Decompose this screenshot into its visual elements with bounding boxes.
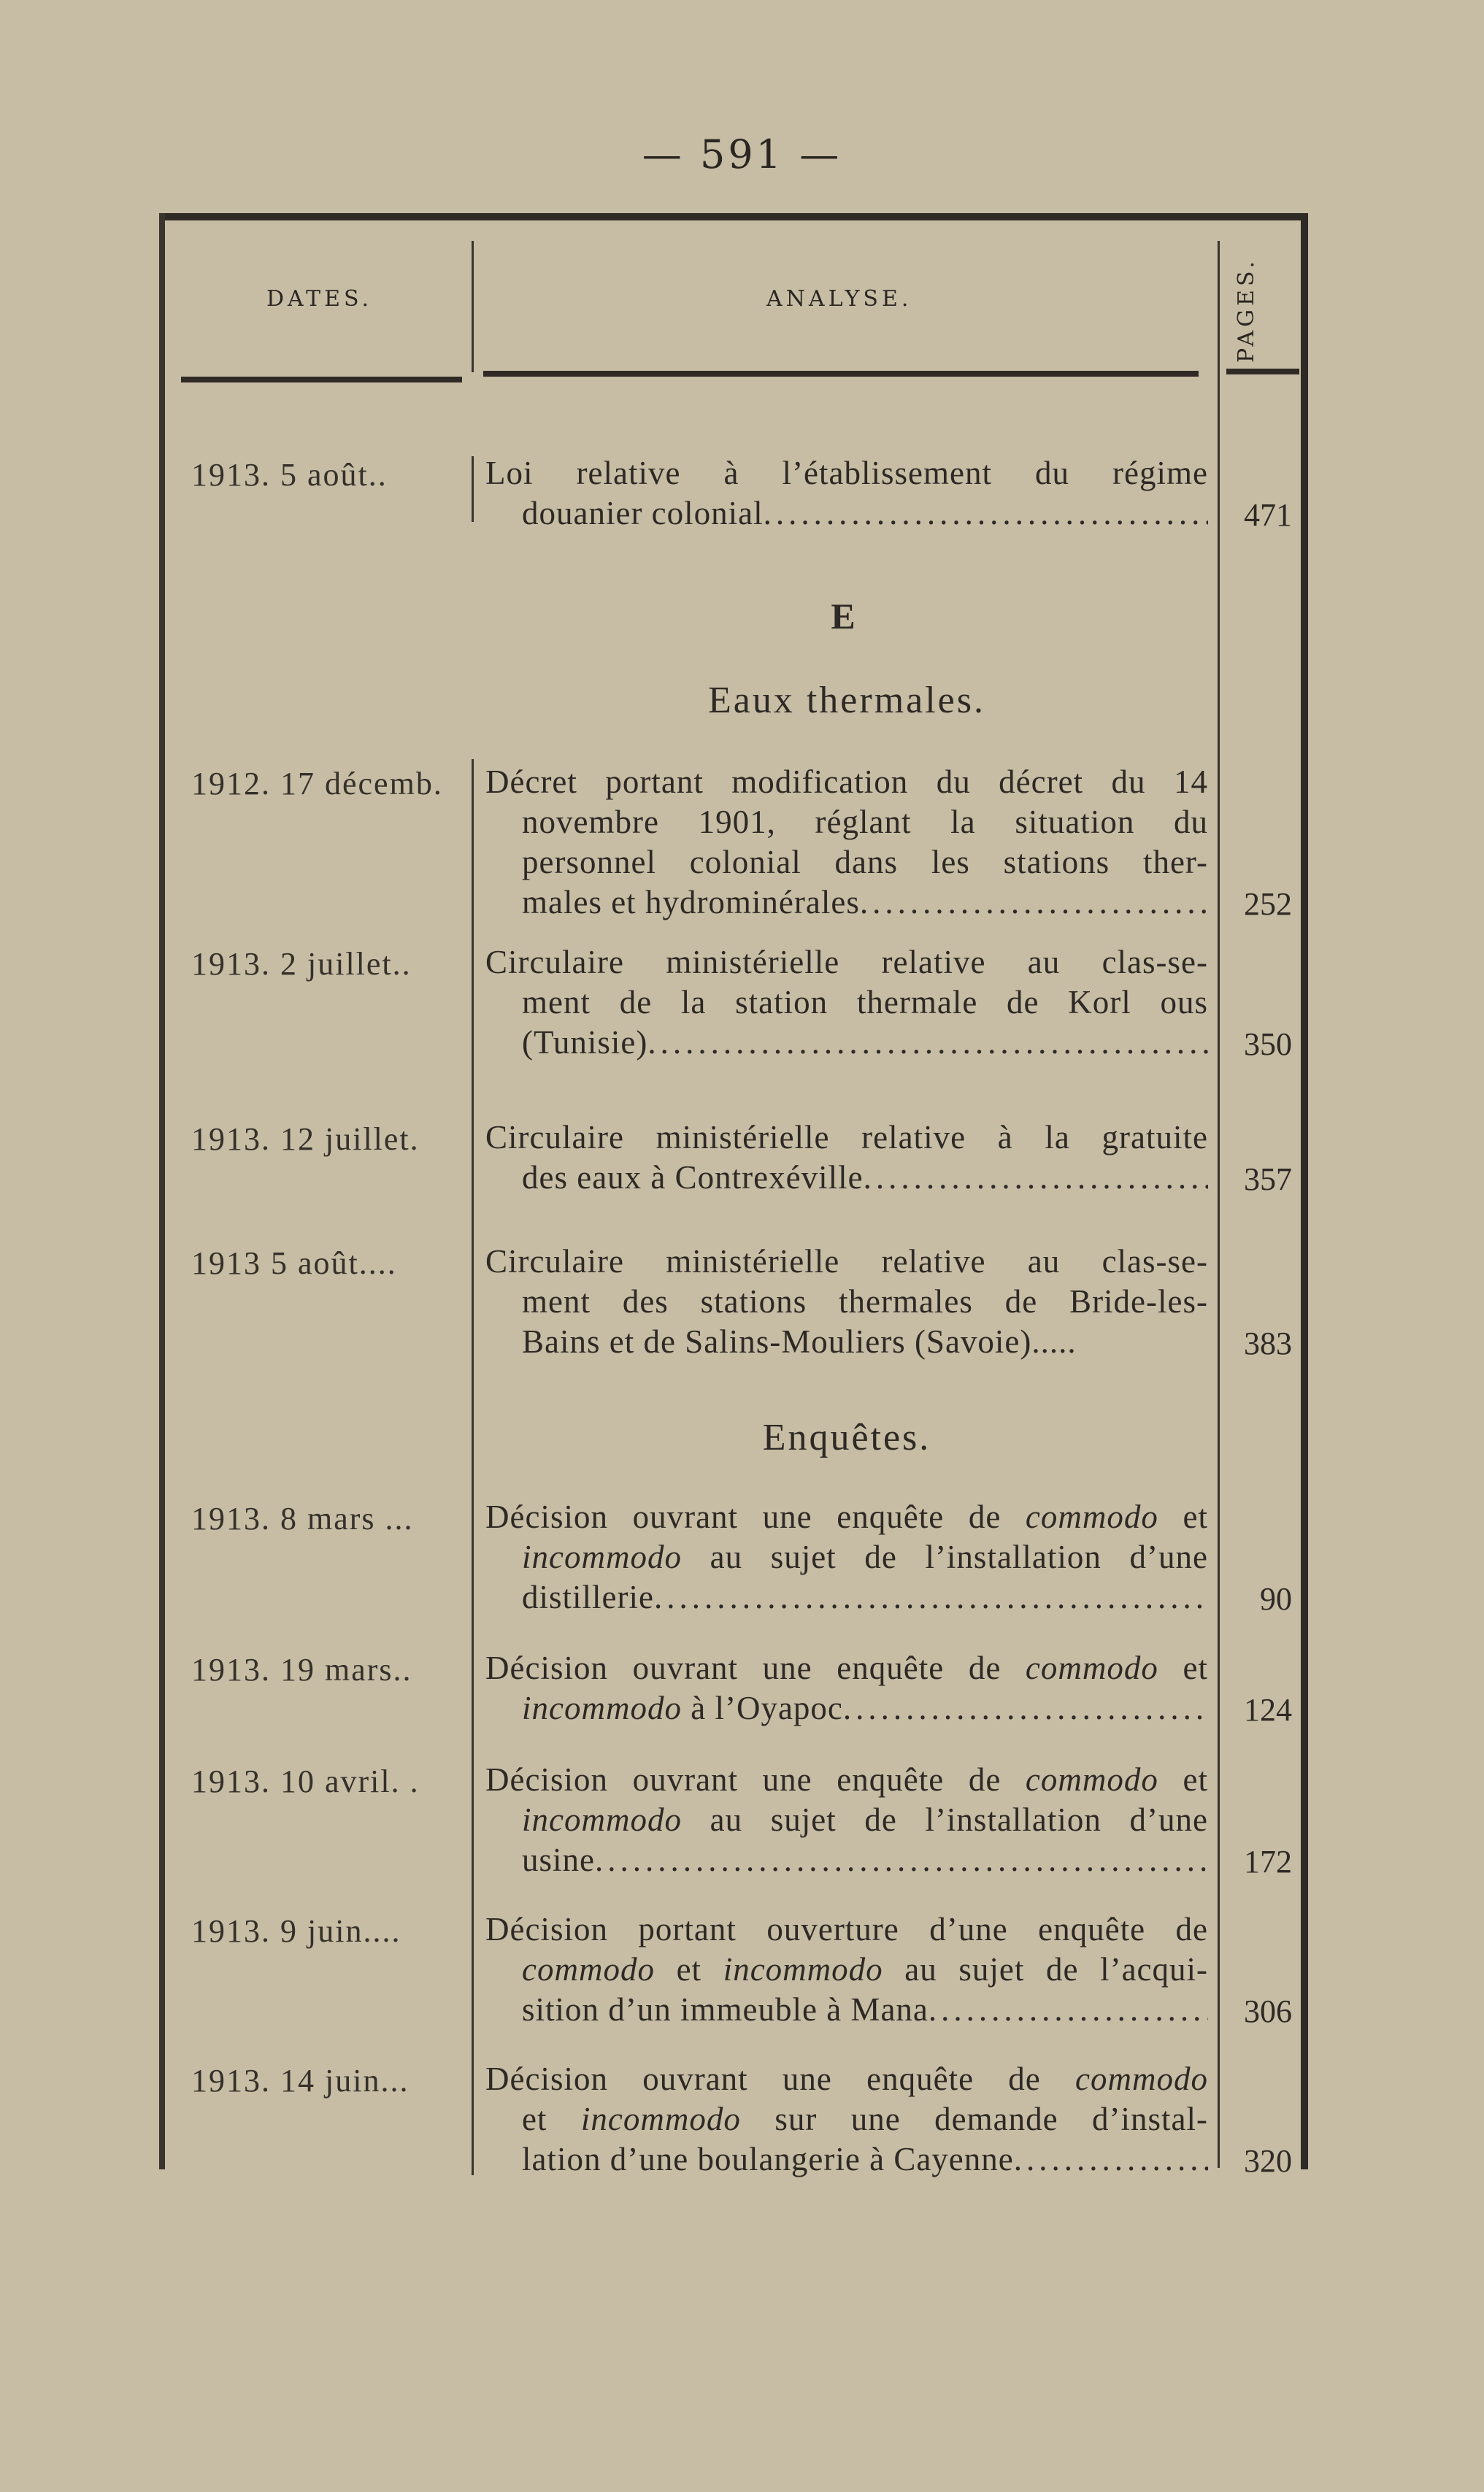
section-letter: E [831, 596, 856, 637]
entry-page: 124 [1244, 1692, 1292, 1728]
entry-line: incommodo au sujet de l’installation d’une [522, 1801, 1208, 1838]
entry-date: 1912. 17 décemb. [191, 766, 443, 801]
section-heading-eaux: Eaux thermales. [708, 680, 985, 721]
entry-page: 350 [1244, 1026, 1292, 1062]
entry-last-line: usine ..... [485, 1840, 1208, 1880]
entry-last-line: (Tunisie) ..... [485, 1023, 1208, 1063]
section-heading-enquetes: Enquêtes. [762, 1417, 931, 1458]
entry-line: Circulaire ministérielle relative au clas-se- [485, 1243, 1208, 1280]
entry-date: 1913. 5 août.. [191, 457, 388, 493]
entry-analysis [485, 942, 1208, 1063]
entry-line: Circulaire ministérielle relative au clas-se- [485, 944, 1208, 980]
entry-analysis [485, 1497, 1208, 1618]
entry-page: 252 [1244, 886, 1292, 922]
entry-date: 1913. 9 juin.... [191, 1913, 401, 1949]
entry-line: Circulaire ministérielle relative à la gratuite [485, 1119, 1208, 1155]
entry-last-line: lation d’une boulangerie à Cayenne ..... [485, 2139, 1208, 2180]
entry-last-line: douanier colonial ..... [485, 493, 1208, 534]
entry-last-line: males et hydrominérales ..... [485, 882, 1208, 923]
entry-analysis [485, 453, 1208, 534]
header-dates: DATES. [266, 286, 373, 312]
entry-last-line: incommodo à l’Oyapoc ..... [485, 1688, 1208, 1728]
right-rule [1301, 213, 1308, 2169]
entry-line: Décision ouvrant une enquête de commodo et [485, 1650, 1208, 1686]
entry-page: 306 [1244, 1993, 1292, 2029]
dot-leader [843, 1690, 1208, 1726]
page-number: — 591 — [642, 131, 842, 177]
entry-page: 357 [1244, 1161, 1292, 1197]
entry-line: ment des stations thermales de Bride-les- [522, 1283, 1208, 1320]
entry-analysis [485, 1648, 1208, 1728]
entry-analysis [485, 2059, 1208, 2180]
entry-line: novembre 1901, réglant la situation du [522, 804, 1208, 840]
entry-date: 1913 5 août.... [191, 1245, 397, 1281]
entry-analysis [485, 1118, 1208, 1198]
entry-page: 172 [1244, 1844, 1292, 1880]
entry-line: ment de la station thermale de Korl ous [522, 984, 1208, 1020]
entry-date: 1913. 8 mars ... [191, 1501, 414, 1537]
dot-leader [929, 1991, 1208, 2028]
entry-analysis [485, 1910, 1208, 2030]
entry-date: 1913. 14 juin... [191, 2063, 410, 2099]
dot-leader [860, 884, 1208, 920]
entry-last-line: des eaux à Contrexéville ..... [485, 1158, 1208, 1198]
header-analyse: ANALYSE. [766, 286, 912, 312]
entry-page: 383 [1244, 1326, 1292, 1361]
entry-date: 1913. 10 avril. . [191, 1764, 420, 1799]
entry-line: et incommodo sur une demande d’instal- [522, 2101, 1208, 2137]
entry-last-line: distillerie ..... [485, 1577, 1208, 1618]
column-divider [472, 241, 474, 372]
dot-leader [764, 495, 1208, 531]
column-divider [472, 759, 474, 2175]
entry-line: Décision ouvrant une enquête de commodo et [485, 1761, 1208, 1798]
entry-line: incommodo au sujet de l’installation d’une [522, 1539, 1208, 1575]
entry-line: commodo et incommodo au sujet de l’acqui- [522, 1951, 1208, 1988]
entry-page: 471 [1244, 497, 1292, 533]
dot-leader [647, 1024, 1208, 1061]
entry-line: Décision ouvrant une enquête de commodo et [485, 1499, 1208, 1535]
dot-leader [864, 1159, 1208, 1196]
entry-line: Décision portant ouverture d’une enquête de [485, 1911, 1208, 1947]
entry-analysis [485, 762, 1208, 923]
entry-date: 1913. 19 mars.. [191, 1652, 412, 1688]
dot-leader [654, 1579, 1208, 1615]
entry-analysis [485, 1760, 1208, 1880]
entry-page: 320 [1244, 2143, 1292, 2179]
header-rule-dates [181, 377, 462, 382]
dot-leader [595, 1842, 1208, 1878]
header-pages: PAGES. [1234, 258, 1259, 363]
entry-line: Décision ouvrant une enquête de commodo [485, 2061, 1208, 2097]
entry-line: personnel colonial dans les stations ther- [522, 844, 1208, 880]
entry-date: 1913. 12 juillet. [191, 1121, 420, 1157]
entry-page: 90 [1260, 1581, 1292, 1617]
column-divider [472, 456, 474, 522]
entry-line: Décret portant modification du décret du 14 [485, 764, 1208, 800]
dot-leader [1014, 2141, 1208, 2177]
header-rule-analyse [483, 371, 1199, 377]
entry-analysis [485, 1242, 1208, 1362]
top-rule [159, 213, 1307, 220]
entry-last-line: Bains et de Salins-Mouliers (Savoie)..... [522, 1323, 1077, 1360]
entry-line: Loi relative à l’établissement du régime [485, 455, 1208, 491]
entry-date: 1913. 2 juillet.. [191, 946, 412, 982]
left-rule [159, 213, 165, 2169]
entry-last-line: sition d’un immeuble à Mana ..... [485, 1990, 1208, 2030]
